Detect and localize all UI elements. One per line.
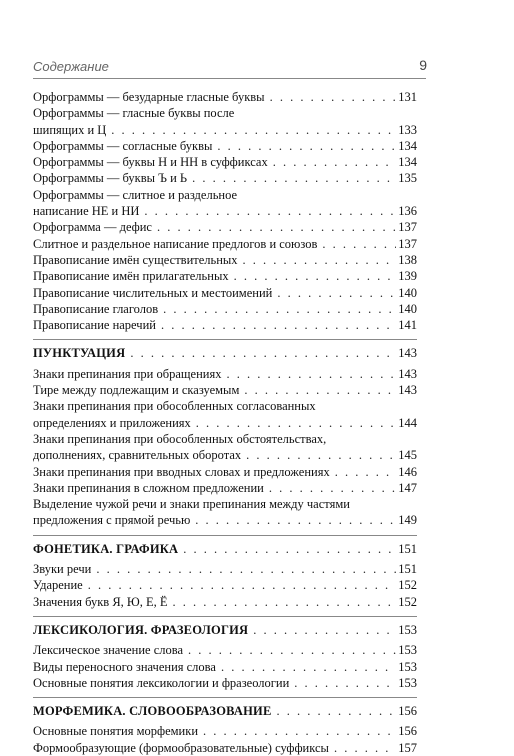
toc-entry-line	[33, 594, 417, 610]
toc-entry-text: Выделение чужой речи и знаки препинания между частями	[33, 497, 350, 512]
toc-entry-page: 152	[398, 578, 417, 593]
toc-entry-line	[33, 285, 417, 301]
dot-leader	[96, 561, 396, 577]
toc-entry-text: Знаки препинания при обращениях	[33, 366, 222, 381]
toc-entry[interactable]	[33, 138, 417, 154]
toc-entry[interactable]	[33, 105, 417, 138]
toc-entry-line	[33, 431, 417, 447]
dot-leader	[188, 642, 396, 658]
page-number: 9	[419, 57, 427, 73]
toc-section	[33, 697, 417, 756]
toc-entry-page: 146	[398, 464, 417, 479]
toc-entry-line	[33, 447, 417, 463]
toc-entry-line	[33, 203, 417, 219]
toc-entry-text: Ударение	[33, 578, 83, 593]
toc-entry-line	[33, 236, 417, 252]
toc-entry[interactable]	[33, 154, 417, 170]
toc-section	[33, 89, 417, 333]
toc-entry-line	[33, 252, 417, 268]
dot-leader	[322, 236, 396, 252]
toc-entry-text: Орфограммы — буквы Н и НН в суффиксах	[33, 155, 268, 170]
dot-leader	[270, 89, 397, 105]
toc-entry[interactable]	[33, 285, 417, 301]
toc-entry-line	[33, 480, 417, 496]
dot-leader	[246, 447, 396, 463]
toc-entry-text: Орфограммы — безударные гласные буквы	[33, 90, 265, 104]
section-heading-title: ПУНКТУАЦИЯ	[33, 346, 126, 361]
dot-leader	[273, 154, 397, 170]
toc-entry-line	[33, 496, 417, 512]
toc-entry-text: Знаки препинания при вводных словах и предложениях	[33, 464, 330, 479]
toc-entry-text: Тире между подлежащим и сказуемым	[33, 383, 240, 398]
dot-leader	[217, 138, 396, 154]
toc-entry-line	[33, 268, 417, 284]
dot-leader	[203, 723, 396, 739]
toc-entry-text: Орфограммы — слитное и раздельное	[33, 187, 238, 202]
toc-entry[interactable]	[33, 187, 417, 220]
toc-entry-line	[33, 219, 417, 235]
section-heading-page: 156	[398, 704, 417, 719]
toc-entry-line	[33, 659, 417, 675]
toc-entry-line	[33, 105, 417, 121]
toc-entry-line	[33, 561, 417, 577]
toc-entry[interactable]	[33, 577, 417, 593]
toc-entry-page: 156	[398, 724, 417, 739]
toc-entry-page: 136	[398, 204, 417, 219]
toc-entry[interactable]	[33, 464, 417, 480]
toc-entry-text: Орфограммы — гласные буквы после	[33, 106, 235, 121]
toc-entry-text: Значения букв Я, Ю, Е, Ё	[33, 594, 168, 609]
toc-entry-line	[33, 317, 417, 333]
toc-section	[33, 535, 417, 610]
toc-entry-line	[33, 366, 417, 382]
table-of-contents	[33, 89, 417, 756]
toc-entry-page: 131	[398, 90, 417, 104]
toc-entry-text: Правописание числительных и местоимений	[33, 285, 273, 300]
running-title: Содержание	[33, 59, 109, 74]
toc-entry-text: Орфограмма — дефис	[33, 220, 152, 235]
toc-entry-text: Правописание глаголов	[33, 301, 159, 316]
toc-entry-line	[33, 89, 417, 105]
dot-leader	[111, 122, 396, 138]
toc-entry-page: 151	[398, 562, 417, 577]
toc-entry-line	[33, 740, 417, 756]
toc-entry-text: предложения с прямой речью	[33, 513, 191, 528]
toc-entry-text: Знаки препинания при обособленных согласованных	[33, 399, 316, 414]
section-heading-page: 153	[398, 622, 417, 637]
dot-leader	[234, 268, 397, 284]
toc-entry-text: Правописание наречий	[33, 318, 156, 333]
toc-entry-line	[33, 122, 417, 138]
toc-entry-line	[33, 675, 417, 691]
toc-entry[interactable]	[33, 398, 417, 431]
toc-entry-line	[33, 154, 417, 170]
toc-entry-page: 144	[398, 415, 417, 430]
toc-entry-text: Знаки препинания в сложном предложении	[33, 480, 264, 495]
toc-entry-page: 134	[398, 155, 417, 170]
section-heading-page: 143	[398, 346, 417, 361]
dot-leader	[277, 285, 396, 301]
dot-leader	[163, 301, 396, 317]
toc-entry-text: Правописание имён прилагательных	[33, 269, 229, 284]
toc-entry-text: дополнениях, сравнительных оборотах	[33, 448, 242, 463]
toc-entry[interactable]	[33, 496, 417, 529]
dot-leader	[88, 577, 397, 593]
dot-leader	[144, 203, 396, 219]
toc-entry-line	[33, 301, 417, 317]
toc-entry-text: Виды переносного значения слова	[33, 659, 216, 674]
toc-entry-text: написание НЕ и НИ	[33, 204, 140, 219]
toc-entry-text: Слитное и раздельное написание предлогов и союзов	[33, 236, 318, 251]
toc-entry[interactable]	[33, 252, 417, 268]
section-heading-title: ФОНЕТИКА. ГРАФИКА	[33, 541, 179, 556]
dot-leader	[335, 464, 397, 480]
toc-entry-line	[33, 464, 417, 480]
toc-entry[interactable]	[33, 301, 417, 317]
dot-leader	[161, 317, 396, 333]
toc-entry-page: 137	[398, 236, 417, 251]
toc-entry[interactable]	[33, 382, 417, 398]
toc-entry[interactable]	[33, 236, 417, 252]
toc-entry-page: 149	[398, 513, 417, 528]
toc-entry[interactable]	[33, 89, 417, 105]
toc-entry-page: 145	[398, 448, 417, 463]
toc-entry-page: 133	[398, 122, 417, 137]
toc-entry-page: 140	[398, 285, 417, 300]
toc-entry[interactable]	[33, 642, 417, 658]
toc-entry-line	[33, 138, 417, 154]
toc-entry[interactable]	[33, 317, 417, 333]
toc-entry-page: 143	[398, 366, 417, 381]
toc-entry-page: 135	[398, 171, 417, 186]
section-heading-page: 151	[398, 541, 417, 556]
toc-entry-page: 139	[398, 269, 417, 284]
toc-entry-text: Орфограммы — буквы Ъ и Ь	[33, 171, 188, 186]
dot-leader	[195, 512, 396, 528]
toc-entry-page: 141	[398, 318, 417, 333]
toc-entry-text: шипящих и Ц	[33, 122, 107, 137]
toc-entry[interactable]	[33, 659, 417, 675]
running-header	[33, 56, 426, 79]
section-heading-title: ЛЕКСИКОЛОГИЯ. ФРАЗЕОЛОГИЯ	[33, 622, 249, 637]
dot-leader	[196, 415, 396, 431]
toc-entry[interactable]	[33, 170, 417, 186]
dot-leader	[253, 622, 396, 638]
section-heading	[33, 703, 417, 719]
dot-leader	[334, 740, 396, 756]
dot-leader	[173, 594, 397, 610]
toc-entry-line	[33, 577, 417, 593]
dot-leader	[277, 703, 397, 719]
toc-entry[interactable]	[33, 723, 417, 739]
toc-entry[interactable]	[33, 594, 417, 610]
dot-leader	[226, 366, 396, 382]
toc-entry-page: 137	[398, 220, 417, 235]
toc-entry-page: 138	[398, 252, 417, 267]
dot-leader	[192, 170, 396, 186]
toc-entry-page: 153	[398, 659, 417, 674]
toc-entry-text: Орфограммы — согласные буквы	[33, 138, 213, 153]
toc-entry-page: 152	[398, 594, 417, 609]
toc-entry-line	[33, 170, 417, 186]
toc-entry[interactable]	[33, 740, 417, 756]
toc-entry[interactable]	[33, 480, 417, 496]
section-heading-title: МОРФЕМИКА. СЛОВООБРАЗОВАНИЕ	[33, 704, 272, 719]
section-heading	[33, 345, 417, 361]
toc-entry[interactable]	[33, 219, 417, 235]
dot-leader	[294, 675, 396, 691]
section-heading	[33, 622, 417, 638]
toc-entry[interactable]	[33, 268, 417, 284]
toc-entry-line	[33, 382, 417, 398]
toc-entry-line	[33, 642, 417, 658]
dot-leader	[269, 480, 396, 496]
dot-leader	[243, 252, 397, 268]
toc-entry-line	[33, 723, 417, 739]
toc-entry-text: Правописание имён существительных	[33, 252, 238, 267]
toc-entry[interactable]	[33, 675, 417, 691]
toc-entry-page: 134	[398, 138, 417, 153]
toc-entry-text: Формообразующие (формообразовательные) суффиксы	[33, 740, 329, 755]
toc-entry-text: Звуки речи	[33, 562, 92, 577]
toc-section	[33, 616, 417, 691]
toc-entry-text: Основные понятия лексикологии и фразеологии	[33, 675, 290, 690]
toc-entry-line	[33, 415, 417, 431]
toc-entry-text: Знаки препинания при обособленных обстоятельствах,	[33, 431, 327, 446]
toc-entry[interactable]	[33, 366, 417, 382]
dot-leader	[244, 382, 396, 398]
dot-leader	[130, 345, 396, 361]
toc-entry-text: Основные понятия морфемики	[33, 724, 199, 739]
toc-entry-page: 147	[398, 480, 417, 495]
toc-entry-page: 157	[398, 740, 417, 755]
dot-leader	[183, 541, 396, 557]
dot-leader	[157, 219, 396, 235]
toc-section	[33, 339, 417, 528]
toc-entry-page: 153	[398, 643, 417, 658]
toc-entry-line	[33, 398, 417, 414]
toc-entry-line	[33, 512, 417, 528]
toc-entry[interactable]	[33, 431, 417, 464]
toc-entry-page: 143	[398, 383, 417, 398]
toc-entry-line	[33, 187, 417, 203]
toc-entry-text: определениях и приложениях	[33, 415, 191, 430]
toc-entry-text: Лексическое значение слова	[33, 643, 184, 658]
toc-entry-page: 153	[398, 675, 417, 690]
toc-entry[interactable]	[33, 561, 417, 577]
section-heading	[33, 541, 417, 557]
dot-leader	[221, 659, 396, 675]
toc-entry-page: 140	[398, 301, 417, 316]
